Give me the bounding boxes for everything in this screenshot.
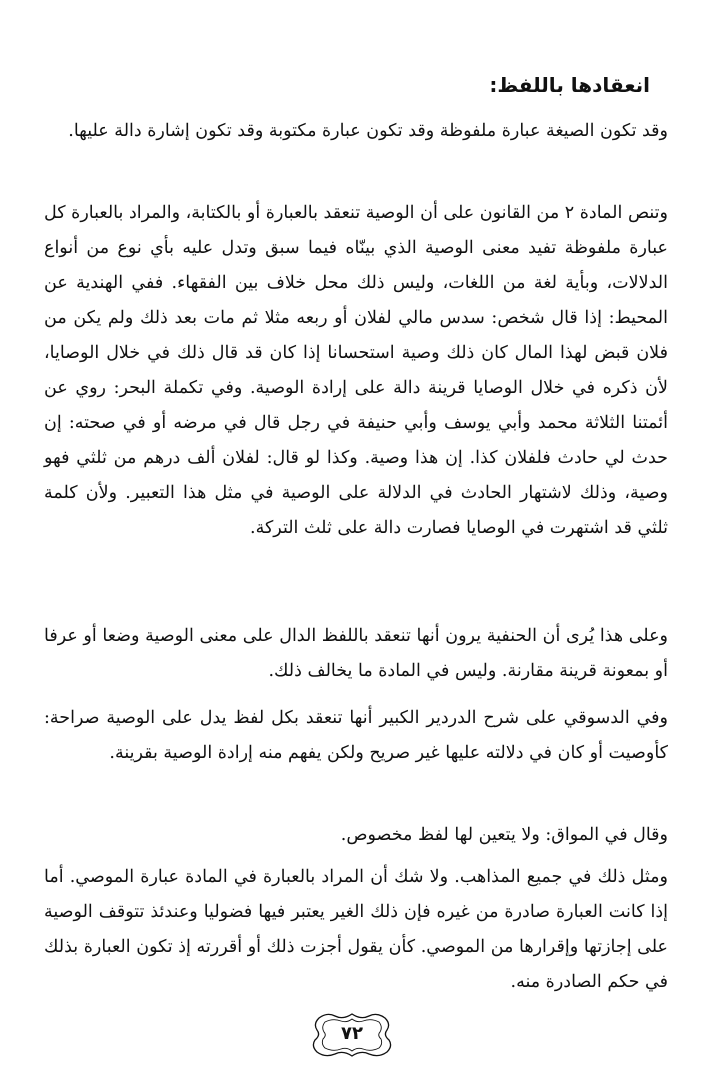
page-number: ٧٢ [341, 1023, 363, 1044]
page-number-ornament [297, 1010, 407, 1060]
section-heading: انعقادها باللفظ: [489, 73, 650, 97]
paragraph: وفي الدسوقي على شرح الدردير الكبير أنها تنعقد بكل لفظ يدل على الوصية صراحة: كأوصيت أو كان في دلالته عليها غير صريح ولكن يفهم منه إرادة الوصية بقرينة. [44, 708, 668, 763]
paragraph: وقال في المواق: ولا يتعين لها لفظ مخصوص. [340, 825, 668, 845]
paragraph: وتنص المادة ٢ من القانون على أن الوصية تنعقد بالعبارة أو بالكتابة، والمراد بالعبارة كل عبارة ملفوظة تفيد معنى الوصية الذي بينّاه فيما سبق وتدل عليه بأي نوع من أنواع الدلالات، وبأية لغة من اللغات، وليس ذلك محل خلاف بين الفقهاء. ففي الهندية عن المحيط: إذا قال شخص: سدس مالي لفلان أو ربعه مثلا ثم مات بعد ذلك ولم يكن من فلان قبض لهذا المال كان ذلك وصية استحسانا إذا كان قد قال ذلك في خلال الوصايا، لأن ذكره في خلال الوصايا قرينة دالة على إرادة الوصية. وفي تكملة البحر: روي عن أئمتنا الثلاثة محمد وأبي يوسف وأبي حنيفة في رجل قال في مرضه أو في صحته: إن حدث لي حادث فلفلان كذا. إن هذا وصية. وكذا لو قال: لفلان ألف درهم من ثلثي فهو وصية، وذلك لاشتهار الحادث في الدلالة على الوصية في مثل هذا التعبير. ولأن كلمة ثلثي قد اشتهرت في الوصايا فصارت دالة على ثلث التركة. [44, 203, 668, 538]
paragraph: ومثل ذلك في جميع المذاهب. ولا شك أن المراد بالعبارة في المادة عبارة الموصي. أما إذا كانت العبارة صادرة من غيره فإن ذلك الغير يعتبر فيها فضوليا وعندئذ تتوقف الوصية على إجازتها وإقرارها من الموصي. كأن يقول أجزت ذلك أو أقررته إذ تكون العبارة بذلك في حكم الصادرة منه. [44, 867, 668, 992]
paragraph: وقد تكون الصيغة عبارة ملفوظة وقد تكون عبارة مكتوبة وقد تكون إشارة دالة عليها. [68, 121, 668, 141]
paragraph: وعلى هذا يُرى أن الحنفية يرون أنها تنعقد باللفظ الدال على معنى الوصية وضعا أو عرفا أو بمعونة قرينة مقارنة. وليس في المادة ما يخالف ذلك. [44, 626, 668, 681]
